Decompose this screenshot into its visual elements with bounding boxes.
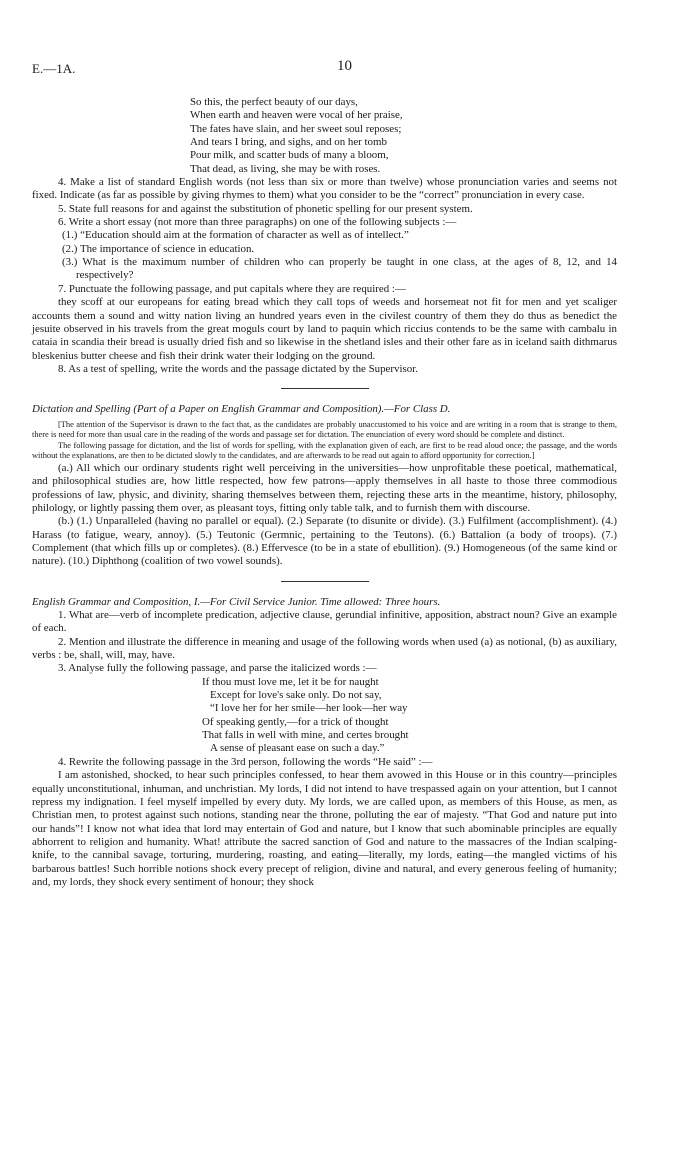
grammar-question-3: 3. Analyse fully the following passage, and parse the italicized words :— [58,662,377,675]
poem-line: And tears I bring, and sighs, and on her tomb [190,136,387,149]
question-6: 6. Write a short essay (not more than three paragraphs) on one of the following subjects :— [58,216,457,229]
grammar-question-1: 1. What are—verb of incomplete predication, adjective clause, gerundial infinitive, apposition, abstract noun? Give an example of each. [32,609,617,635]
question-6-option-2: (2.) The importance of science in education. [62,242,255,255]
question-5: 5. State full reasons for and against the substitution of phonetic spelling for our present system. [58,202,473,215]
supervisor-note: [The attention of the Supervisor is drawn to the fact that, as the candidates are probably unaccustomed to his voice and are writing in a room that is strange to them, there is need for more than usual care in the reading of the words and passage set for dictation. The enunciation of every word should be complete and distinct. [32,419,617,440]
analysis-poem [32,676,617,756]
punctuation-passage: they scoff at our europeans for eating bread which they call tops of weeds and horsemeat not fit for men and yet scaliger accounts them a sound and witty nation living an hundred years even in the civilest country of them they do thus as benedict the jesuite observed in his travels from the great moguls court by land to paquin which riccius contends to be the same with cambalu in cataia in scandia their bread is usually dried fish and so likewise in the shetland isles and their other fare as in iceland saith dithmarus bleskenius butter cheese and fish their drink water their lodging on the ground. [32,296,617,362]
spelling-list: (b.) (1.) Unparalleled (having no parallel or equal). (2.) Separate (to disunite or divide). (3.) Fulfilment (accomplishment). (4.) Harass (to fatigue, weary, annoy). (5.) Teutonic (Germnic, pertaining to the Teutons). (6.) Battalion (a body of troops). (7.) Complement (that which fills up or completes). (8.) Effervesce (to be in a state of ebullition). (9.) Homogeneous (of the same kind or nature). (10.) Diphthong (coalition of two vowel sounds). [32,515,617,568]
document-body [32,96,617,889]
poem-line: Pour milk, and scatter buds of many a bloom, [190,149,389,162]
page-number: 10 [337,58,352,74]
grammar-question-2: 2. Mention and illustrate the difference in meaning and usage of the following words when used (a) as notional, (b) as auxiliary, verbs : be, shall, will, may, have. [32,635,617,662]
page-reference: E.—1A. [32,61,76,76]
section-title-grammar: English Grammar and Composition, I.—For Civil Service Junior. Time allowed: Three hours. [32,595,441,608]
opening-poem [32,96,617,176]
section-divider [281,388,369,389]
poem-line: That dead, as living, she may be with roses. [190,162,381,175]
dictation-passage: (a.) All which our ordinary students right well perceiving in the universities—how unprofitable these poetical, mathematical, and philosophical studies are, how little respected, how few patrons—apply themselves in all haste to those three commodious professions of law, physic, and divinity, sharing themselves between them, rejecting these arts in the meantime, history, philosophy, philology, or lightly passing them over, as pleasant toys, fitting only table talk, and to furnish them with discourse. [32,461,617,514]
question-6-option-3: (3.) What is the maximum number of children who can properly be taught in one class, at the ages of 8, 12, and 14 respectively? [62,256,617,282]
section-title-dictation: Dictation and Spelling (Part of a Paper on English Grammar and Composition).—For Class D. [32,403,451,416]
speech-passage: I am astonished, shocked, to hear such principles confessed, to hear them avowed in this House or in this country—principles equally unconstitutional, inhuman, and unchristian. My lords, I did not intend to have trespassed again on your attention, but I cannot repress my indignation. I feel myself impelled by every duty. My lords, we are called upon, as members of this House, as men, as Christian men, to protest against such notions, standing near the throne, polluting the ear of majesty. “That God and nature put into our hands”! I know not what idea that lord may entertain of God and nature, but I know that such abominable principles are equally abhorrent to religion and humanity. What! attribute the sacred sanction of God and nature to the massacres of the Indian scalping-knife, to the cannibal savage, torturing, murdering, roasting, and eating—literally, my lords, eating—the mangled victims of his barbarous battles! Such horrible notions shock every precept of religion, divine and natural, and every generous feeling of humanity; and, my lords, they shock every sentiment of honour; they shock [32,769,617,888]
poem-line: Except for love's sake only. Do not say, [210,689,382,702]
poem-line: If thou must love me, let it be for naught [202,675,379,688]
grammar-question-4: 4. Rewrite the following passage in the 3rd person, following the words “He said” :— [58,755,433,768]
question-7: 7. Punctuate the following passage, and put capitals where they are required :— [58,282,406,295]
poem-line: That falls in well with mine, and certes brought [202,729,409,742]
question-4: 4. Make a list of standard English words (not less than six or more than twelve) whose pronunciation varies and seems not fixed. Indicate (as far as possible by giving rhymes to them) what you consider to be the “correct” pronunciation in every case. [32,176,617,202]
section-divider [281,581,369,582]
question-8: 8. As a test of spelling, write the words and the passage dictated by the Supervisor. [58,362,418,375]
poem-line: The fates have slain, and her sweet soul reposes; [190,122,402,135]
poem-line: Of speaking gently,—for a trick of thought [202,715,389,728]
poem-line: So this, the perfect beauty of our days, [190,96,358,108]
poem-line: When earth and heaven were vocal of her praise, [190,109,403,122]
poem-line: A sense of pleasant ease on such a day.” [210,742,385,755]
dictation-instructions: The following passage for dictation, and the list of words for spelling, with the explanation given of each, are first to be read aloud once; the passage, and the words without the explanations, are then to be dictated slowly to the candidates, and are afterwards to be read out again to afford opportunity for correction.] [32,440,617,461]
question-6-option-1: (1.) “Education should aim at the formation of character as well as of intellect.” [62,229,409,242]
poem-line: “I love her for her smile—her look—her way [210,702,408,715]
